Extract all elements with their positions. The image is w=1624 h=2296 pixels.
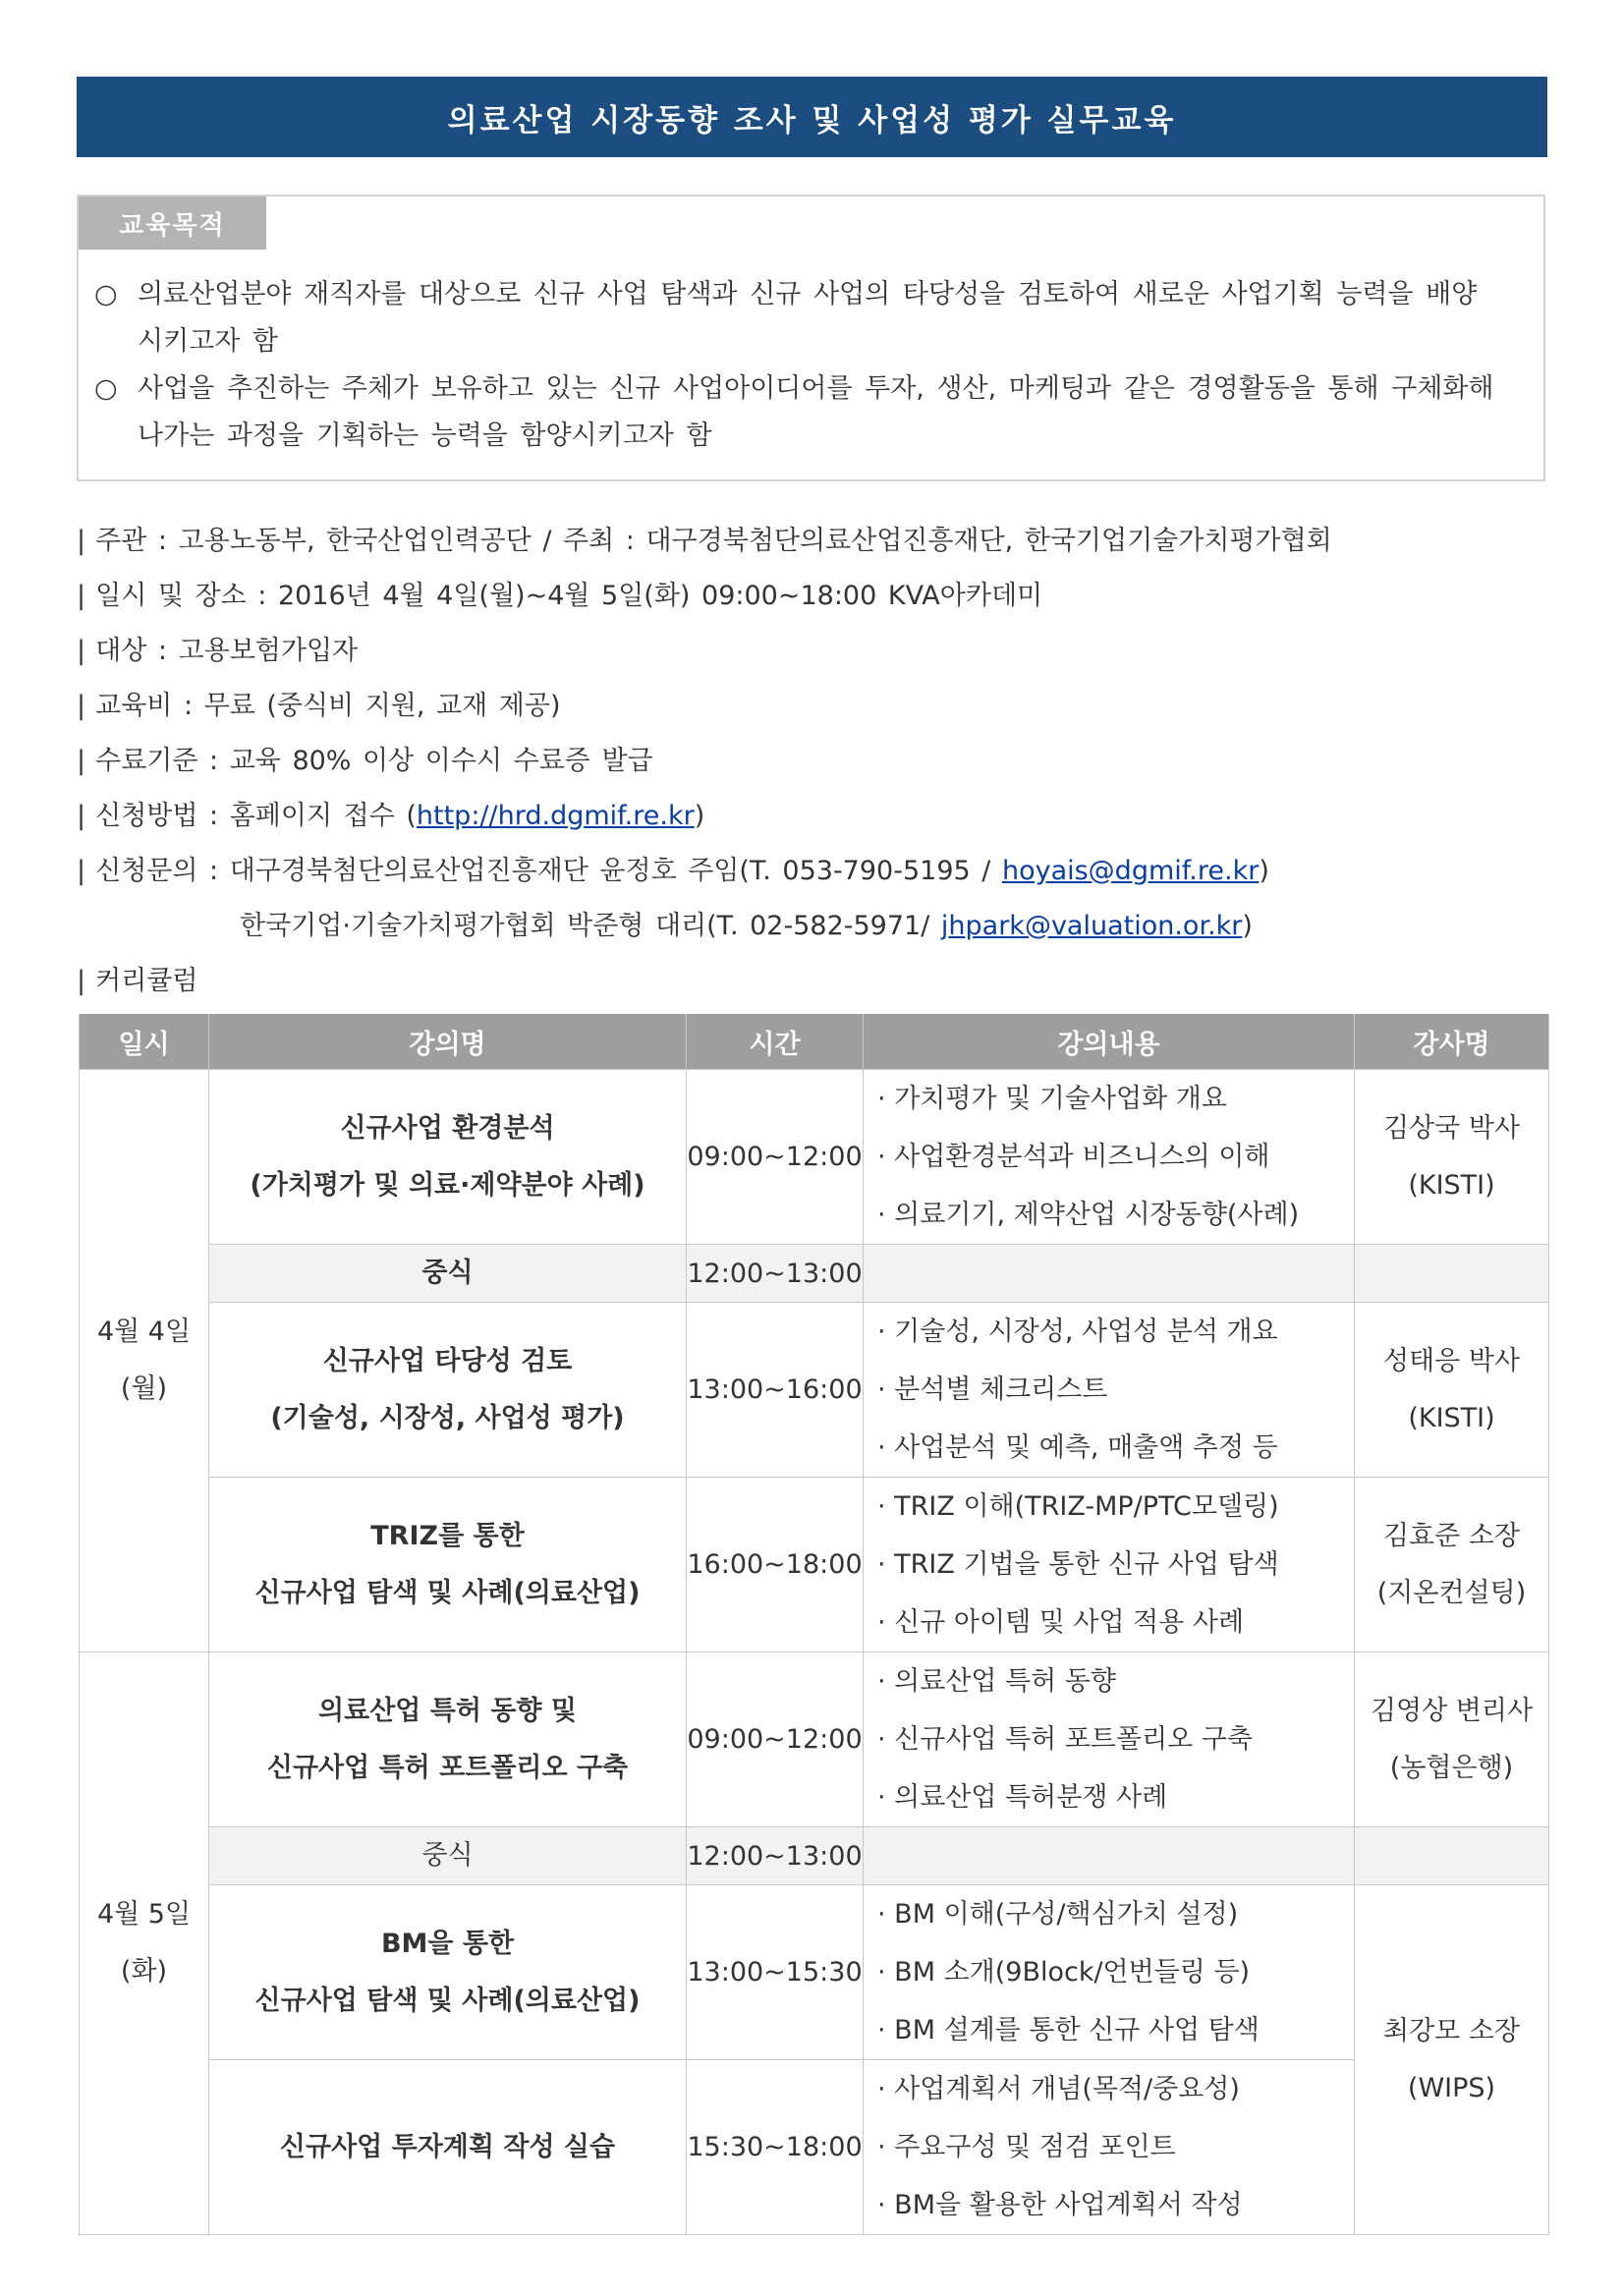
content-item: · 분석별 체크리스트 [877, 1374, 1108, 1405]
course-subtitle: 신규사업 탐색 및 사례(의료산업) [254, 1577, 641, 1608]
content-item: · 주요구성 및 점검 포인트 [877, 2132, 1176, 2162]
table-header-row [80, 1014, 1549, 1070]
course-subtitle: (기술성, 시장성, 사업성 평가) [270, 1402, 625, 1433]
circle-bullet-icon: ○ [94, 279, 118, 309]
bar-icon: | [77, 691, 86, 721]
purpose-line: 의료산업분야 재직자를 대상으로 신규 사업 탐색과 신규 사업의 타당성을 검토하여 새로운 사업기획 능력을 배양 [138, 279, 1478, 309]
date-text: 4월 4일 [96, 1316, 192, 1347]
content-item: · TRIZ 이해(TRIZ-MP/PTC모델링) [877, 1491, 1279, 1522]
homepage-link[interactable]: http://hrd.dgmif.re.kr [416, 801, 695, 831]
course-title: 신규사업 투자계획 작성 실습 [279, 2131, 616, 2162]
purpose-line: 시키고자 함 [138, 326, 278, 357]
instructor-cell [1355, 1885, 1549, 2235]
course-subtitle: (가치평가 및 의료·제약분야 사례) [250, 1169, 645, 1201]
course-title: 신규사업 타당성 검토 [322, 1345, 573, 1376]
bar-icon: | [77, 636, 86, 666]
date-cell [80, 1652, 209, 2235]
contact2-suffix: ) [1242, 911, 1253, 941]
course-cell [209, 2060, 687, 2235]
course-cell [209, 1885, 687, 2060]
bar-icon: | [77, 856, 86, 886]
content-item: · 신규 아이템 및 사업 적용 사례 [877, 1607, 1245, 1638]
host-line [77, 519, 1332, 557]
target-line [77, 629, 358, 667]
content-item: · 사업분석 및 예측, 매출액 추정 등 [877, 1432, 1278, 1463]
weekday-text: (화) [120, 1956, 168, 1987]
contact2-text: 한국기업·기술가치평가협회 박준형 대리(T. 02-582-5971/ [240, 911, 941, 941]
header-instructor: 강사명 [1355, 1014, 1549, 1070]
weekday-text: (월) [120, 1373, 168, 1404]
table-row [80, 2060, 1549, 2235]
contact2-email-link[interactable]: jhpark@valuation.or.kr [940, 911, 1243, 941]
content-item: · 가치평가 및 기술사업화 개요 [877, 1084, 1227, 1114]
course-subtitle: 신규사업 탐색 및 사례(의료산업) [254, 1985, 641, 2016]
content-cell [864, 1652, 1355, 1827]
completion-text: 수료기준 : 교육 80% 이상 이수시 수료증 발급 [95, 746, 653, 776]
content-item: · 사업계획서 개념(목적/중요성) [877, 2074, 1240, 2104]
content-item: · 기술성, 시장성, 사업성 분석 개요 [877, 1316, 1278, 1347]
lunch-cell: 중식 [209, 1827, 687, 1885]
host-text: 주관 : 고용노동부, 한국산업인력공단 / 주최 : 대구경북첨단의료산업진흥재단, 한국기업기술가치평가협회 [95, 526, 1332, 556]
apply-suffix: ) [694, 801, 705, 831]
empty-instructor-cell [1355, 1827, 1549, 1885]
time-cell: 12:00~13:00 [687, 1245, 864, 1303]
table-row [80, 1885, 1549, 2060]
header-time: 시간 [687, 1014, 864, 1070]
content-cell [864, 1070, 1355, 1245]
course-cell [209, 1303, 687, 1478]
content-item: · BM을 활용한 사업계획서 작성 [877, 2190, 1243, 2220]
completion-line [77, 739, 653, 777]
table-row [80, 1652, 1549, 1827]
instructor-org: (지온컨설팅) [1376, 1577, 1527, 1608]
time-cell: 15:30~18:00 [687, 2060, 864, 2235]
purpose-line: 나가는 과정을 기획하는 능력을 함양시키고자 함 [138, 420, 712, 451]
course-cell [209, 1478, 687, 1652]
empty-content-cell [864, 1827, 1355, 1885]
instructor-name: 김효준 소장 [1383, 1520, 1520, 1551]
instructor-org: (WIPS) [1407, 2072, 1496, 2103]
course-cell [209, 1652, 687, 1827]
schedule-line [77, 574, 1042, 612]
course-title: BM을 통한 [380, 1928, 515, 1959]
course-title: 의료산업 특허 동향 및 [318, 1695, 577, 1726]
content-item: · BM 설계를 통한 신규 사업 탐색 [877, 2015, 1260, 2045]
empty-content-cell [864, 1245, 1355, 1303]
date-text: 4월 5일 [96, 1899, 192, 1930]
time-cell: 09:00~12:00 [687, 1652, 864, 1827]
table-row [80, 1478, 1549, 1652]
instructor-name: 김영상 변리사 [1370, 1695, 1534, 1726]
bar-icon: | [77, 966, 86, 996]
contact1-email-link[interactable]: hoyais@dgmif.re.kr [1001, 856, 1260, 886]
purpose-line: 사업을 추진하는 주체가 보유하고 있는 신규 사업아이디어를 투자, 생산, 마케팅과 같은 경영활동을 통해 구체화해 [138, 373, 1494, 404]
header-content: 강의내용 [864, 1014, 1355, 1070]
instructor-cell [1355, 1070, 1549, 1245]
time-cell: 13:00~16:00 [687, 1303, 864, 1478]
apply-text: 신청방법 : 홈페이지 접수 ( [95, 801, 417, 831]
fee-line [77, 684, 561, 722]
instructor-name: 성태응 박사 [1383, 1345, 1520, 1376]
bar-icon: | [77, 526, 86, 556]
instructor-cell [1355, 1303, 1549, 1478]
content-cell [864, 1303, 1355, 1478]
time-cell: 13:00~15:30 [687, 1885, 864, 2060]
purpose-box [77, 195, 1545, 481]
schedule-text: 일시 및 장소 : 2016년 4월 4일(월)~4월 5일(화) 09:00~18:00 KVA아카데미 [95, 581, 1043, 611]
instructor-cell [1355, 1478, 1549, 1652]
date-cell [80, 1070, 209, 1652]
purpose-item [94, 365, 1529, 460]
course-cell [209, 1070, 687, 1245]
table-row [80, 1070, 1549, 1245]
content-cell [864, 2060, 1355, 2235]
instructor-name: 최강모 소장 [1383, 2015, 1520, 2046]
contact1-text: 신청문의 : 대구경북첨단의료산업진흥재단 윤정호 주임(T. 053-790-5195 / [95, 856, 1002, 886]
content-cell [864, 1885, 1355, 2060]
table-row-lunch [80, 1827, 1549, 1885]
curriculum-heading: 커리큘럼 [95, 966, 198, 996]
bar-icon: | [77, 801, 86, 831]
lunch-cell: 중식 [209, 1245, 687, 1303]
purpose-tab: 교육목적 [79, 196, 266, 250]
course-subtitle: 신규사업 특허 포트폴리오 구축 [266, 1752, 629, 1783]
content-item: · BM 소개(9Block/언번들링 등) [877, 1957, 1251, 1988]
time-cell: 16:00~18:00 [687, 1478, 864, 1652]
instructor-cell [1355, 1652, 1549, 1827]
contact-line [77, 849, 1269, 887]
apply-line [77, 794, 704, 832]
circle-bullet-icon: ○ [94, 373, 118, 404]
header-course: 강의명 [209, 1014, 687, 1070]
target-text: 대상 : 고용보험가입자 [95, 636, 359, 666]
instructor-org: (KISTI) [1408, 1169, 1495, 1201]
contact-line-2 [240, 904, 1253, 942]
content-item: · 의료기기, 제약산업 시장동향(사례) [877, 1200, 1300, 1230]
instructor-name: 김상국 박사 [1383, 1112, 1520, 1144]
content-cell [864, 1478, 1355, 1652]
content-item: · 의료산업 특허 동향 [877, 1666, 1116, 1697]
bar-icon: | [77, 746, 86, 776]
content-item: · 의료산업 특허분쟁 사례 [877, 1782, 1168, 1813]
curriculum-table [79, 1014, 1549, 2235]
instructor-org: (KISTI) [1408, 1402, 1495, 1433]
instructor-org: (농협은행) [1389, 1752, 1514, 1783]
empty-instructor-cell [1355, 1245, 1549, 1303]
content-item: · 사업환경분석과 비즈니스의 이해 [877, 1142, 1270, 1172]
curriculum-line [77, 959, 197, 997]
content-item: · BM 이해(구성/핵심가치 설정) [877, 1899, 1239, 1930]
content-item: · TRIZ 기법을 통한 신규 사업 탐색 [877, 1549, 1279, 1580]
header-date: 일시 [80, 1014, 209, 1070]
purpose-item [94, 271, 1529, 365]
table-row-lunch [80, 1245, 1549, 1303]
table-row [80, 1303, 1549, 1478]
fee-text: 교육비 : 무료 (중식비 지원, 교재 제공) [95, 691, 561, 721]
bar-icon: | [77, 581, 86, 611]
time-cell: 09:00~12:00 [687, 1070, 864, 1245]
course-title: 신규사업 환경분석 [340, 1112, 555, 1144]
course-title: TRIZ를 통한 [370, 1520, 525, 1551]
page-title: 의료산업 시장동향 조사 및 사업성 평가 실무교육 [77, 77, 1547, 157]
time-cell: 12:00~13:00 [687, 1827, 864, 1885]
content-item: · 신규사업 특허 포트폴리오 구축 [877, 1724, 1253, 1755]
contact1-suffix: ) [1259, 856, 1269, 886]
